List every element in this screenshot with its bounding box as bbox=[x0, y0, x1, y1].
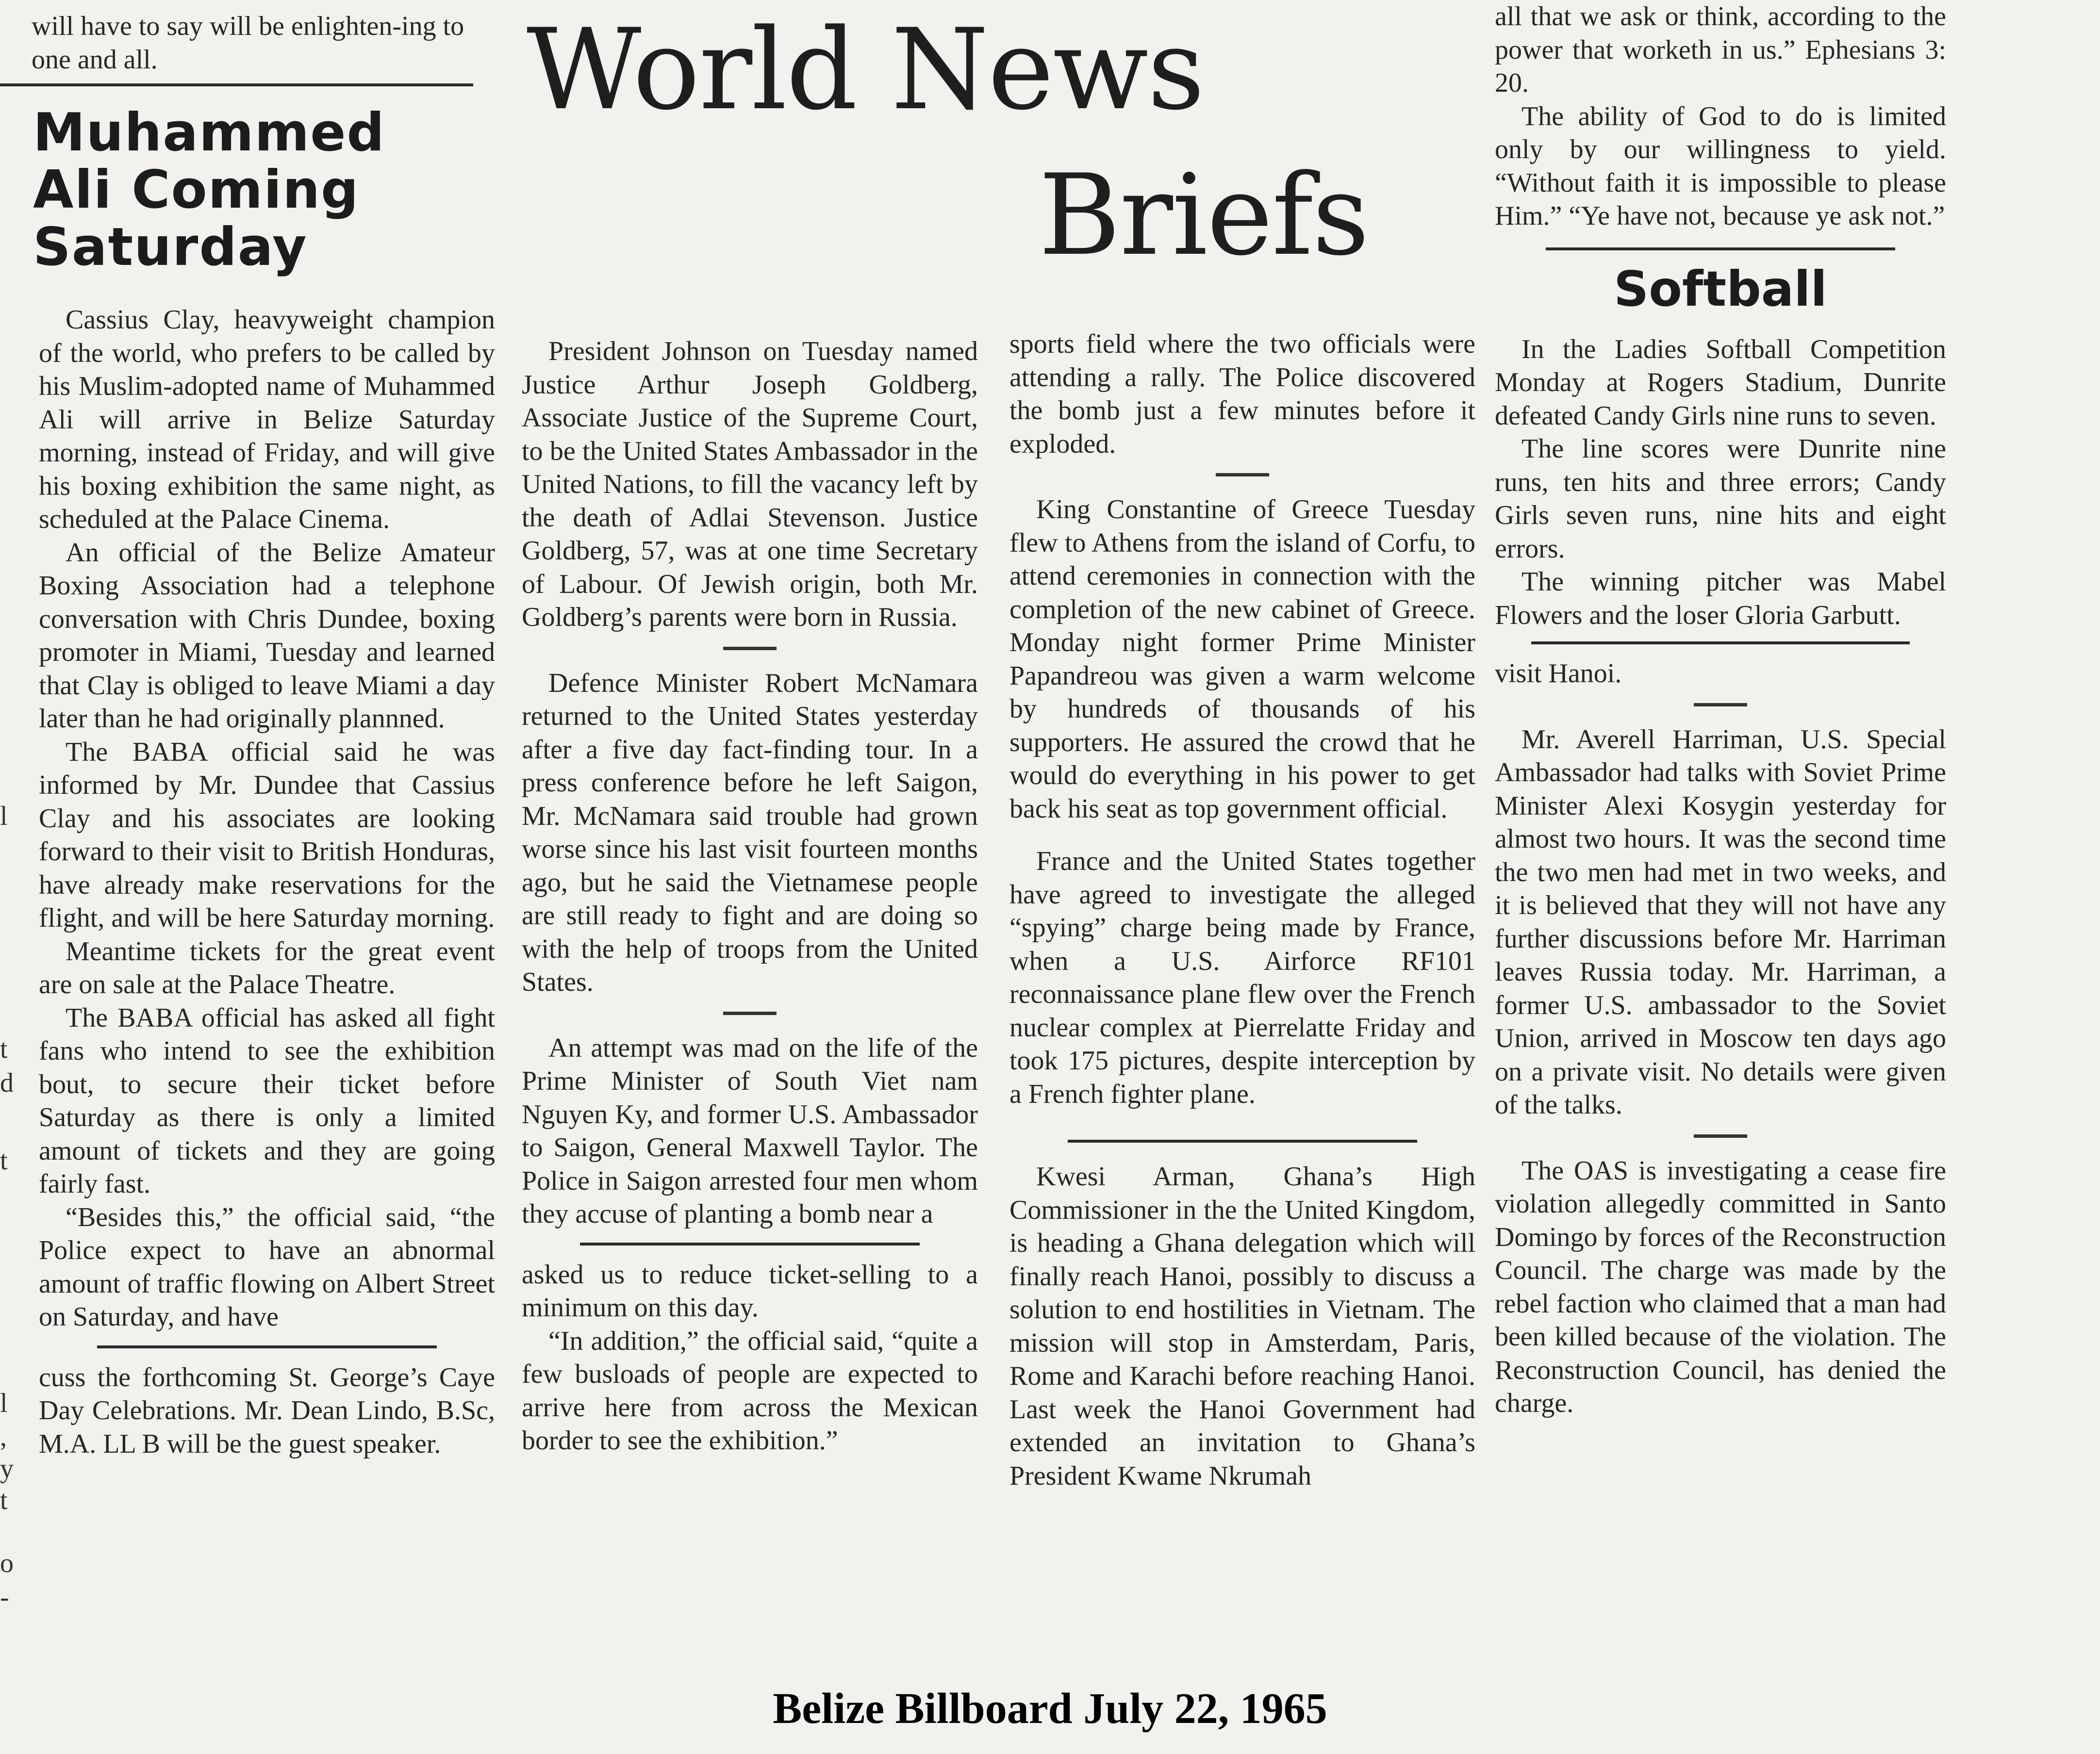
scripture-text: all that we ask or think, according to the power that worketh in us.” Ephesians 3: 20. bbox=[1495, 1, 1946, 98]
tickets-continuation: asked us to reduce ticket-selling to a minimum on this day. bbox=[522, 1259, 978, 1323]
constantine-brief: King Constantine of Greece Tuesday flew to Athens from the island of Corfu, to attend ceremonies in connection with the completion of the new cabinet of Greece. Monday night former Prime Minister Papandreou was given a warm welcome by hundreds of thousands of his supporters. He assured the crowd that he would do everything in his power to get back his seat as top government official. bbox=[1009, 494, 1475, 824]
ali-paragraph: “Besides this,” the official said, “the Police expect to have an abnormal amount of traffic flowing on Albert Street on Saturday, and have bbox=[39, 1202, 495, 1332]
column-1-rule bbox=[97, 1345, 437, 1348]
brief-separator bbox=[723, 1012, 777, 1015]
harriman-brief: Mr. Averell Harriman, U.S. Special Ambassador had talks with Soviet Prime Minister Alexi Kosygin yesterday for almost two hours. It was the second time the two men had met in two weeks, and it is believed that they will not have any further discussions before Mr. Harriman leaves Russia today. Mr. Harriman, a former U.S. ambassador to the Soviet Union, arrived in Moscow ten days ago on a private visit. No details were given of the talks. bbox=[1495, 724, 1946, 1120]
column-2 bbox=[522, 335, 978, 1458]
margin-fragment: t bbox=[0, 1146, 8, 1176]
sports-field-continuation: sports field where the two officials were attending a rally. The Police discovered the bomb just a few minutes before it exploded. bbox=[1009, 329, 1475, 459]
brief-separator bbox=[1694, 703, 1747, 706]
margin-fragment: t bbox=[0, 1485, 8, 1515]
margin-fragment: l bbox=[0, 1388, 8, 1418]
brief-separator bbox=[723, 647, 777, 650]
brief-separator bbox=[1694, 1134, 1747, 1138]
softball-paragraph: The winning pitcher was Mabel Flowers and the loser Gloria Garbutt. bbox=[1495, 567, 1946, 630]
ali-headline-line-3: Saturday bbox=[33, 217, 308, 278]
ali-paragraph: An official of the Belize Amateur Boxing Association had a telephone conversation with Chris Dundee, boxing promoter in Miami, Tuesday and learned that Clay is obliged to leave Miami a day later than he had originally plannned. bbox=[39, 537, 495, 734]
left-top-text: will have to say will be enlighten-ing to one and all. bbox=[32, 11, 464, 75]
brief-separator bbox=[1216, 473, 1269, 476]
margin-fragment: y bbox=[0, 1454, 14, 1484]
column-4-rule-mid bbox=[1531, 641, 1910, 644]
rule-top-left bbox=[0, 83, 473, 86]
softball-paragraph: In the Ladies Softball Competition Monday at Rogers Stadium, Dunrite defeated Candy Girls nine runs to seven. bbox=[1495, 334, 1946, 431]
visit-hanoi-continuation: visit Hanoi. bbox=[1495, 658, 1622, 688]
clipping-caption: Belize Billboard July 22, 1965 bbox=[773, 1685, 1327, 1733]
masthead-world-news: World News bbox=[527, 5, 1204, 135]
softball-headline: Softball bbox=[1614, 260, 1827, 317]
ali-headline bbox=[33, 104, 385, 276]
ali-paragraph: Cassius Clay, heavyweight champion of the world, who prefers to be called by his Muslim-adopted name of Muhammed Ali will arrive in Belize Saturday morning, instead of Friday, and will give his boxing exhibition the same night, as scheduled at the Palace Cinema. bbox=[39, 305, 495, 534]
margin-fragment: , bbox=[0, 1422, 7, 1452]
ali-paragraph: Meantime tickets for the great event are on sale at the Palace Theatre. bbox=[39, 936, 495, 1000]
tickets-quote: “In addition,” the official said, “quite a few busloads of people are expected to arrive here from across the Mexican border to see the exhibition.” bbox=[522, 1326, 978, 1456]
column-1 bbox=[39, 303, 495, 1460]
column-4-rule-top bbox=[1546, 247, 1895, 250]
faith-text: The ability of God to do is limited only by our willingness to yield. “Without faith it is impossible to please Him.” “Ye have not, because ye ask not.” bbox=[1495, 101, 1946, 231]
ali-paragraph: The BABA official said he was informed by Mr. Dundee that Cassius Clay and his associates are looking forward to their visit to British Honduras, have already make reservations for the flight, and will be here Saturday morning. bbox=[39, 737, 495, 933]
ali-paragraph: The BABA official has asked all fight fans who intend to see the exhibition bout, to secure their ticket before Saturday as there is only a limited amount of tickets and they are going fairly fast. bbox=[39, 1002, 495, 1199]
masthead-briefs: Briefs bbox=[1039, 151, 1369, 280]
margin-fragment: o bbox=[0, 1548, 14, 1578]
france-brief: France and the United States together have agreed to investigate the alleged “spying” charge being made by France, when a U.S. Airforce RF101 reconnaissance plane flew over the French nuclear complex at Pierrelatte Friday and took 175 pictures, despite interception by a French fighter plane. bbox=[1009, 846, 1475, 1109]
oas-brief: The OAS is investigating a cease fire violation allegedly committed in Santo Domingo by forces of the Reconstruction Council. The charge was made by the rebel faction who claimed that a man had been killed because of the violation. The Reconstruction Council, has denied the charge. bbox=[1495, 1155, 1946, 1418]
ali-after-rule: cuss the forthcoming St. George’s Caye Day Celebrations. Mr. Dean Lindo, B.Sc, M.A. LL B will be the guest speaker. bbox=[39, 1362, 495, 1459]
margin-fragment: t bbox=[0, 1034, 8, 1064]
goldberg-brief: President Johnson on Tuesday named Justice Arthur Joseph Goldberg, Associate Justice of the Supreme Court, to be the United States Ambassador in the United Nations, to fill the vacancy left by the death of Adlai Stevenson. Justice Goldberg, 57, was at one time Secretary of Labour. Of Jewish origin, both Mr. Goldberg’s parents were born in Russia. bbox=[522, 336, 978, 632]
column-3-rule bbox=[1068, 1140, 1417, 1143]
left-top-fragment bbox=[32, 10, 468, 76]
column-4 bbox=[1495, 0, 1946, 1420]
margin-fragment: - bbox=[0, 1582, 9, 1612]
mcnamara-brief: Defence Minister Robert McNamara returned to the United States yesterday after a five day fact-finding tour. In a press conference before he left Saigon, Mr. McNamara said trouble had grown worse since his last visit fourteen months ago, but he said the Vietnamese people are still ready to fight and are doing so with the help of troops from the United States. bbox=[522, 668, 978, 997]
arman-brief: Kwesi Arman, Ghana’s High Commissioner in the the United Kingdom, is heading a Ghana delegation which will finally reach Hanoi, possibly to discuss a solution to end hostilities in Vietnam. The mission will stop in Amsterdam, Paris, Rome and Karachi before reaching Hanoi. Last week the Hanoi Government had extended an invitation to Ghana’s President Kwame Nkrumah bbox=[1009, 1162, 1475, 1491]
attempt-brief: An attempt was mad on the life of the Prime Minister of South Viet nam Nguyen Ky, and former U.S. Ambassador to Saigon, General Maxwell Taylor. The Police in Saigon arrested four men whom they accuse of planting a bomb near a bbox=[522, 1033, 978, 1229]
column-2-rule bbox=[580, 1243, 920, 1246]
margin-fragment: l bbox=[0, 801, 8, 831]
softball-paragraph: The line scores were Dunrite nine runs, ten hits and three errors; Candy Girls seven runs, nine hits and eight errors. bbox=[1495, 434, 1946, 564]
ali-headline-line-1: Muhammed bbox=[33, 102, 385, 163]
column-3 bbox=[1009, 328, 1475, 1492]
margin-fragment: d bbox=[0, 1068, 14, 1098]
ali-headline-line-2: Ali Coming bbox=[33, 160, 360, 220]
